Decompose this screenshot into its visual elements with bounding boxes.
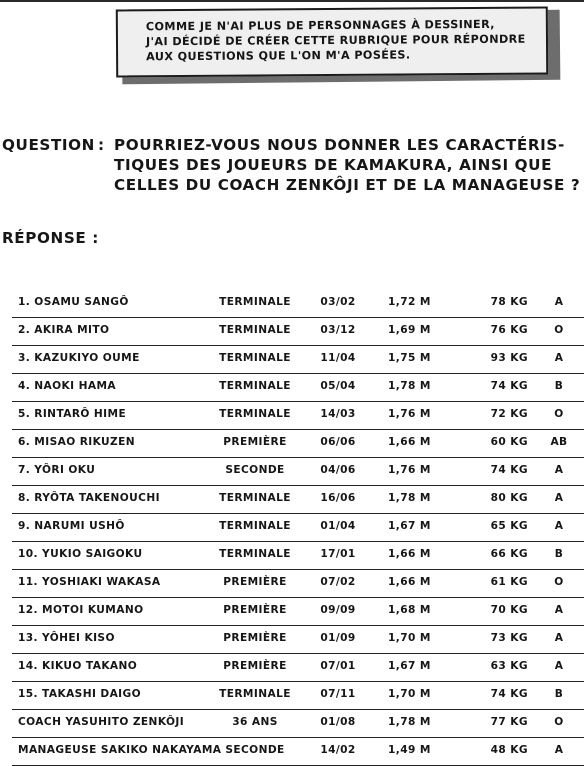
player-weight: 48 KG — [490, 744, 528, 756]
table-row — [12, 514, 584, 542]
table-row — [12, 570, 584, 598]
player-name: 4. NAOKI HAMA — [18, 380, 116, 392]
blood-type: B — [554, 688, 564, 700]
table-row — [12, 402, 584, 430]
player-height: 1,66 M — [388, 548, 431, 560]
birth-date: 14/03 — [320, 408, 356, 420]
table-row — [12, 654, 584, 682]
top-panel-border — [0, 0, 584, 2]
birth-date: 01/04 — [320, 520, 356, 532]
player-weight: 73 KG — [490, 632, 528, 644]
player-weight: 74 KG — [490, 464, 528, 476]
birth-date: 01/09 — [320, 632, 356, 644]
table-row — [12, 318, 584, 346]
birth-date: 07/01 — [320, 660, 356, 672]
question-text-line: POURRIEZ-VOUS NOUS DONNER LES CARACTÉRIS- — [114, 136, 565, 154]
player-weight: 93 KG — [490, 352, 528, 364]
blood-type: O — [554, 408, 564, 420]
players-table — [12, 290, 584, 766]
blood-type: A — [554, 660, 564, 672]
player-level: TERMINALE — [219, 548, 291, 560]
player-name: 11. YOSHIAKI WAKASA — [18, 576, 161, 588]
birth-date: 03/02 — [320, 296, 356, 308]
player-weight: 77 KG — [490, 716, 528, 728]
table-row — [12, 346, 584, 374]
note-line: J'AI DÉCIDÉ DE CRÉER CETTE RUBRIQUE POUR RÉPONDRE — [145, 32, 526, 49]
blood-type: A — [554, 604, 564, 616]
birth-date: 01/08 — [320, 716, 356, 728]
question-text-line: CELLES DU COACH ZENKÔJI ET DE LA MANAGEUSE ? — [114, 176, 581, 194]
table-row — [12, 598, 584, 626]
player-level: PREMIÈRE — [223, 660, 287, 672]
player-weight: 78 KG — [490, 296, 528, 308]
table-row — [12, 682, 584, 710]
birth-date: 06/06 — [320, 436, 356, 448]
table-row — [12, 458, 584, 486]
player-name: 6. MISAO RIKUZEN — [18, 436, 135, 448]
table-row — [12, 542, 584, 570]
birth-date: 07/02 — [320, 576, 356, 588]
player-name: 5. RINTARÔ HIME — [18, 408, 127, 420]
player-weight: 72 KG — [490, 408, 528, 420]
player-level: 36 ANS — [232, 716, 278, 728]
birth-date: 09/09 — [320, 604, 356, 616]
player-level: TERMINALE — [219, 688, 291, 700]
player-weight: 74 KG — [490, 688, 528, 700]
player-level: SECONDE — [225, 744, 285, 756]
player-name: MANAGEUSE SAKIKO NAKAYAMA — [18, 744, 222, 756]
blood-type: A — [554, 632, 564, 644]
player-level: TERMINALE — [219, 492, 291, 504]
player-height: 1,70 M — [388, 688, 431, 700]
birth-date: 04/06 — [320, 464, 356, 476]
player-height: 1,69 M — [388, 324, 431, 336]
blood-type: B — [554, 380, 564, 392]
player-name: COACH YASUHITO ZENKÔJI — [18, 716, 185, 728]
player-weight: 65 KG — [490, 520, 528, 532]
player-level: TERMINALE — [219, 380, 291, 392]
player-weight: 74 KG — [490, 380, 528, 392]
blood-type: A — [554, 492, 564, 504]
player-height: 1,78 M — [388, 380, 431, 392]
player-weight: 66 KG — [490, 548, 528, 560]
player-height: 1,67 M — [388, 660, 431, 672]
player-name: 10. YUKIO SAIGOKU — [18, 548, 143, 560]
blood-type: B — [554, 548, 564, 560]
player-name: 1. OSAMU SANGÔ — [18, 296, 129, 308]
player-height: 1,70 M — [388, 632, 431, 644]
player-name: 15. TAKASHI DAIGO — [18, 688, 142, 700]
player-name: 7. YÔRI OKU — [18, 464, 96, 476]
player-height: 1,78 M — [388, 716, 431, 728]
player-level: PREMIÈRE — [223, 576, 287, 588]
player-level: SECONDE — [225, 464, 285, 476]
player-height: 1,75 M — [388, 352, 431, 364]
blood-type: A — [554, 296, 564, 308]
player-height: 1,76 M — [388, 464, 431, 476]
question-colon: : — [98, 136, 105, 154]
table-row — [12, 738, 584, 766]
birth-date: 16/06 — [320, 492, 356, 504]
player-height: 1,67 M — [388, 520, 431, 532]
table-row — [12, 486, 584, 514]
question-label: QUESTION — [2, 136, 95, 154]
blood-type: A — [554, 520, 564, 532]
birth-date: 07/11 — [320, 688, 356, 700]
player-height: 1,72 M — [388, 296, 431, 308]
birth-date: 17/01 — [320, 548, 356, 560]
player-level: PREMIÈRE — [223, 436, 287, 448]
blood-type: AB — [550, 436, 568, 448]
player-name: 3. KAZUKIYO OUME — [18, 352, 140, 364]
player-level: PREMIÈRE — [223, 604, 287, 616]
player-name: 12. MOTOI KUMANO — [18, 604, 144, 616]
table-row — [12, 430, 584, 458]
player-height: 1,66 M — [388, 576, 431, 588]
birth-date: 11/04 — [320, 352, 356, 364]
note-line: COMME JE N'AI PLUS DE PERSONNAGES À DESSINER, — [145, 17, 495, 34]
player-height: 1,76 M — [388, 408, 431, 420]
player-level: TERMINALE — [219, 324, 291, 336]
player-name: 13. YÔHEI KISO — [18, 632, 115, 644]
player-name: 9. NARUMI USHÔ — [18, 520, 125, 532]
player-height: 1,78 M — [388, 492, 431, 504]
note-box — [116, 6, 548, 77]
player-name: 8. RYÔTA TAKENOUCHI — [18, 492, 160, 504]
player-level: PREMIÈRE — [223, 632, 287, 644]
answer-label: RÉPONSE : — [2, 229, 99, 247]
birth-date: 14/02 — [320, 744, 356, 756]
player-name: 14. KIKUO TAKANO — [18, 660, 138, 672]
note-line: AUX QUESTIONS QUE L'ON M'A POSÉES. — [146, 48, 411, 64]
blood-type: A — [554, 464, 564, 476]
table-row — [12, 626, 584, 654]
blood-type: A — [554, 744, 564, 756]
question-text-line: TIQUES DES JOUEURS DE KAMAKURA, AINSI QUE — [114, 156, 553, 174]
player-height: 1,68 M — [388, 604, 431, 616]
player-level: TERMINALE — [219, 520, 291, 532]
player-height: 1,66 M — [388, 436, 431, 448]
player-weight: 61 KG — [490, 576, 528, 588]
table-row — [12, 374, 584, 402]
player-weight: 70 KG — [490, 604, 528, 616]
player-level: TERMINALE — [219, 296, 291, 308]
player-weight: 63 KG — [490, 660, 528, 672]
player-level: TERMINALE — [219, 408, 291, 420]
player-weight: 80 KG — [490, 492, 528, 504]
player-weight: 76 KG — [490, 324, 528, 336]
blood-type: A — [554, 352, 564, 364]
table-row — [12, 710, 584, 738]
blood-type: O — [554, 716, 564, 728]
blood-type: O — [554, 324, 564, 336]
player-name: 2. AKIRA MITO — [18, 324, 110, 336]
table-row — [12, 290, 584, 318]
birth-date: 03/12 — [320, 324, 356, 336]
player-weight: 60 KG — [490, 436, 528, 448]
player-level: TERMINALE — [219, 352, 291, 364]
birth-date: 05/04 — [320, 380, 356, 392]
player-height: 1,49 M — [388, 744, 431, 756]
blood-type: O — [554, 576, 564, 588]
